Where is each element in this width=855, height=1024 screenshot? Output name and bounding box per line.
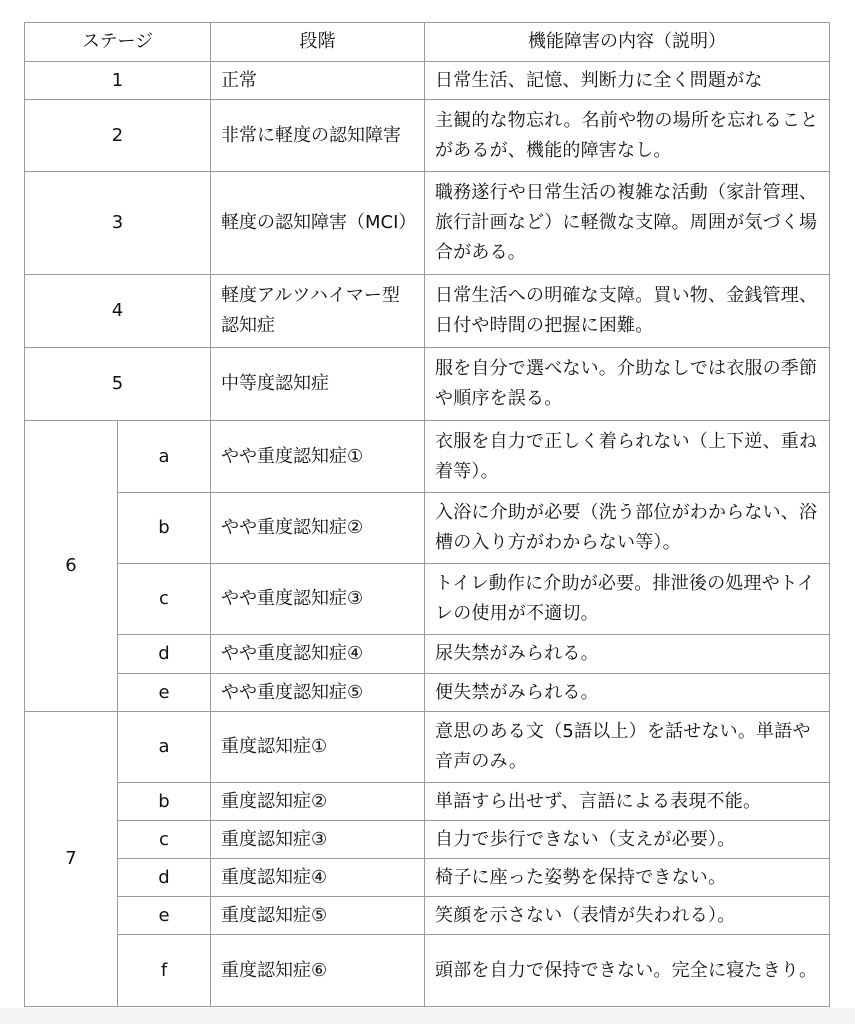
stage-level: 軽度アルツハイマー型認知症 (211, 275, 425, 348)
stage-number: 5 (25, 348, 211, 421)
stage-description: 服を自分で選べない。介助なしでは衣服の季節や順序を誤る。 (425, 348, 830, 421)
stage-description: 職務遂行や日常生活の複雑な活動（家計管理、旅行計画など）に軽微な支障。周囲が気づく場合がある。 (425, 172, 830, 275)
stage-number: 7 (25, 712, 118, 1007)
stage-level: やや重度認知症① (211, 421, 425, 493)
stage-description: トイレ動作に介助が必要。排泄後の処理やトイレの使用が不適切。 (425, 564, 830, 635)
stage-description: 笑顔を示さない（表情が失われる）。 (425, 897, 830, 935)
stage-description: 日常生活、記憶、判断力に全く問題がな (425, 62, 830, 100)
substage-letter: b (118, 493, 211, 564)
substage-letter: c (118, 821, 211, 859)
stage-description: 頭部を自力で保持できない。完全に寝たきり。 (425, 935, 830, 1007)
stage-level: 重度認知症② (211, 783, 425, 821)
stage-description: 椅子に座った姿勢を保持できない。 (425, 859, 830, 897)
table-row (25, 935, 830, 1007)
table-row (25, 564, 830, 635)
table-row (25, 421, 830, 493)
stage-description: 便失禁がみられる。 (425, 674, 830, 712)
table-row (25, 493, 830, 564)
stage-description: 単語すら出せず、言語による表現不能。 (425, 783, 830, 821)
table-row (25, 635, 830, 674)
substage-letter: d (118, 635, 211, 674)
substage-letter: d (118, 859, 211, 897)
stage-level: やや重度認知症⑤ (211, 674, 425, 712)
stage-number: 4 (25, 275, 211, 348)
stage-description: 自力で歩行できない（支えが必要）。 (425, 821, 830, 859)
table-row (25, 172, 830, 275)
table-row (25, 674, 830, 712)
header-level: 段階 (211, 23, 425, 62)
stage-description: 日常生活への明確な支障。買い物、金銭管理、日付や時間の把握に困難。 (425, 275, 830, 348)
table-row (25, 100, 830, 172)
stage-description: 尿失禁がみられる。 (425, 635, 830, 674)
substage-letter: b (118, 783, 211, 821)
stage-level: 軽度の認知障害（MCI） (211, 172, 425, 275)
stage-level: やや重度認知症③ (211, 564, 425, 635)
stage-level: 重度認知症⑥ (211, 935, 425, 1007)
table-row (25, 821, 830, 859)
table-row (25, 712, 830, 783)
table-row (25, 783, 830, 821)
header-row (25, 23, 830, 62)
table-row (25, 897, 830, 935)
stage-level: 重度認知症③ (211, 821, 425, 859)
header-stage: ステージ (25, 23, 211, 62)
stage-level: 重度認知症④ (211, 859, 425, 897)
substage-letter: f (118, 935, 211, 1007)
stage-number: 3 (25, 172, 211, 275)
stage-number: 6 (25, 421, 118, 712)
stage-description: 衣服を自力で正しく着られない（上下逆、重ね着等）。 (425, 421, 830, 493)
stage-description: 主観的な物忘れ。名前や物の場所を忘れることがあるが、機能的障害なし。 (425, 100, 830, 172)
stage-description: 意思のある文（5語以上）を話せない。単語や音声のみ。 (425, 712, 830, 783)
stage-number: 2 (25, 100, 211, 172)
stage-level: 非常に軽度の認知障害 (211, 100, 425, 172)
substage-letter: e (118, 674, 211, 712)
stage-level: 中等度認知症 (211, 348, 425, 421)
stage-level: 重度認知症⑤ (211, 897, 425, 935)
stage-level: 正常 (211, 62, 425, 100)
bottom-strip (0, 1008, 855, 1024)
table-row (25, 859, 830, 897)
table-row (25, 62, 830, 100)
table-row (25, 348, 830, 421)
stage-description: 入浴に介助が必要（洗う部位がわからない、浴槽の入り方がわからない等）。 (425, 493, 830, 564)
fast-stage-table (24, 22, 830, 1007)
substage-letter: a (118, 421, 211, 493)
header-description: 機能障害の内容（説明） (425, 23, 830, 62)
stage-level: やや重度認知症② (211, 493, 425, 564)
substage-letter: e (118, 897, 211, 935)
stage-level: やや重度認知症④ (211, 635, 425, 674)
stage-number: 1 (25, 62, 211, 100)
substage-letter: c (118, 564, 211, 635)
stage-level: 重度認知症① (211, 712, 425, 783)
table-row (25, 275, 830, 348)
substage-letter: a (118, 712, 211, 783)
